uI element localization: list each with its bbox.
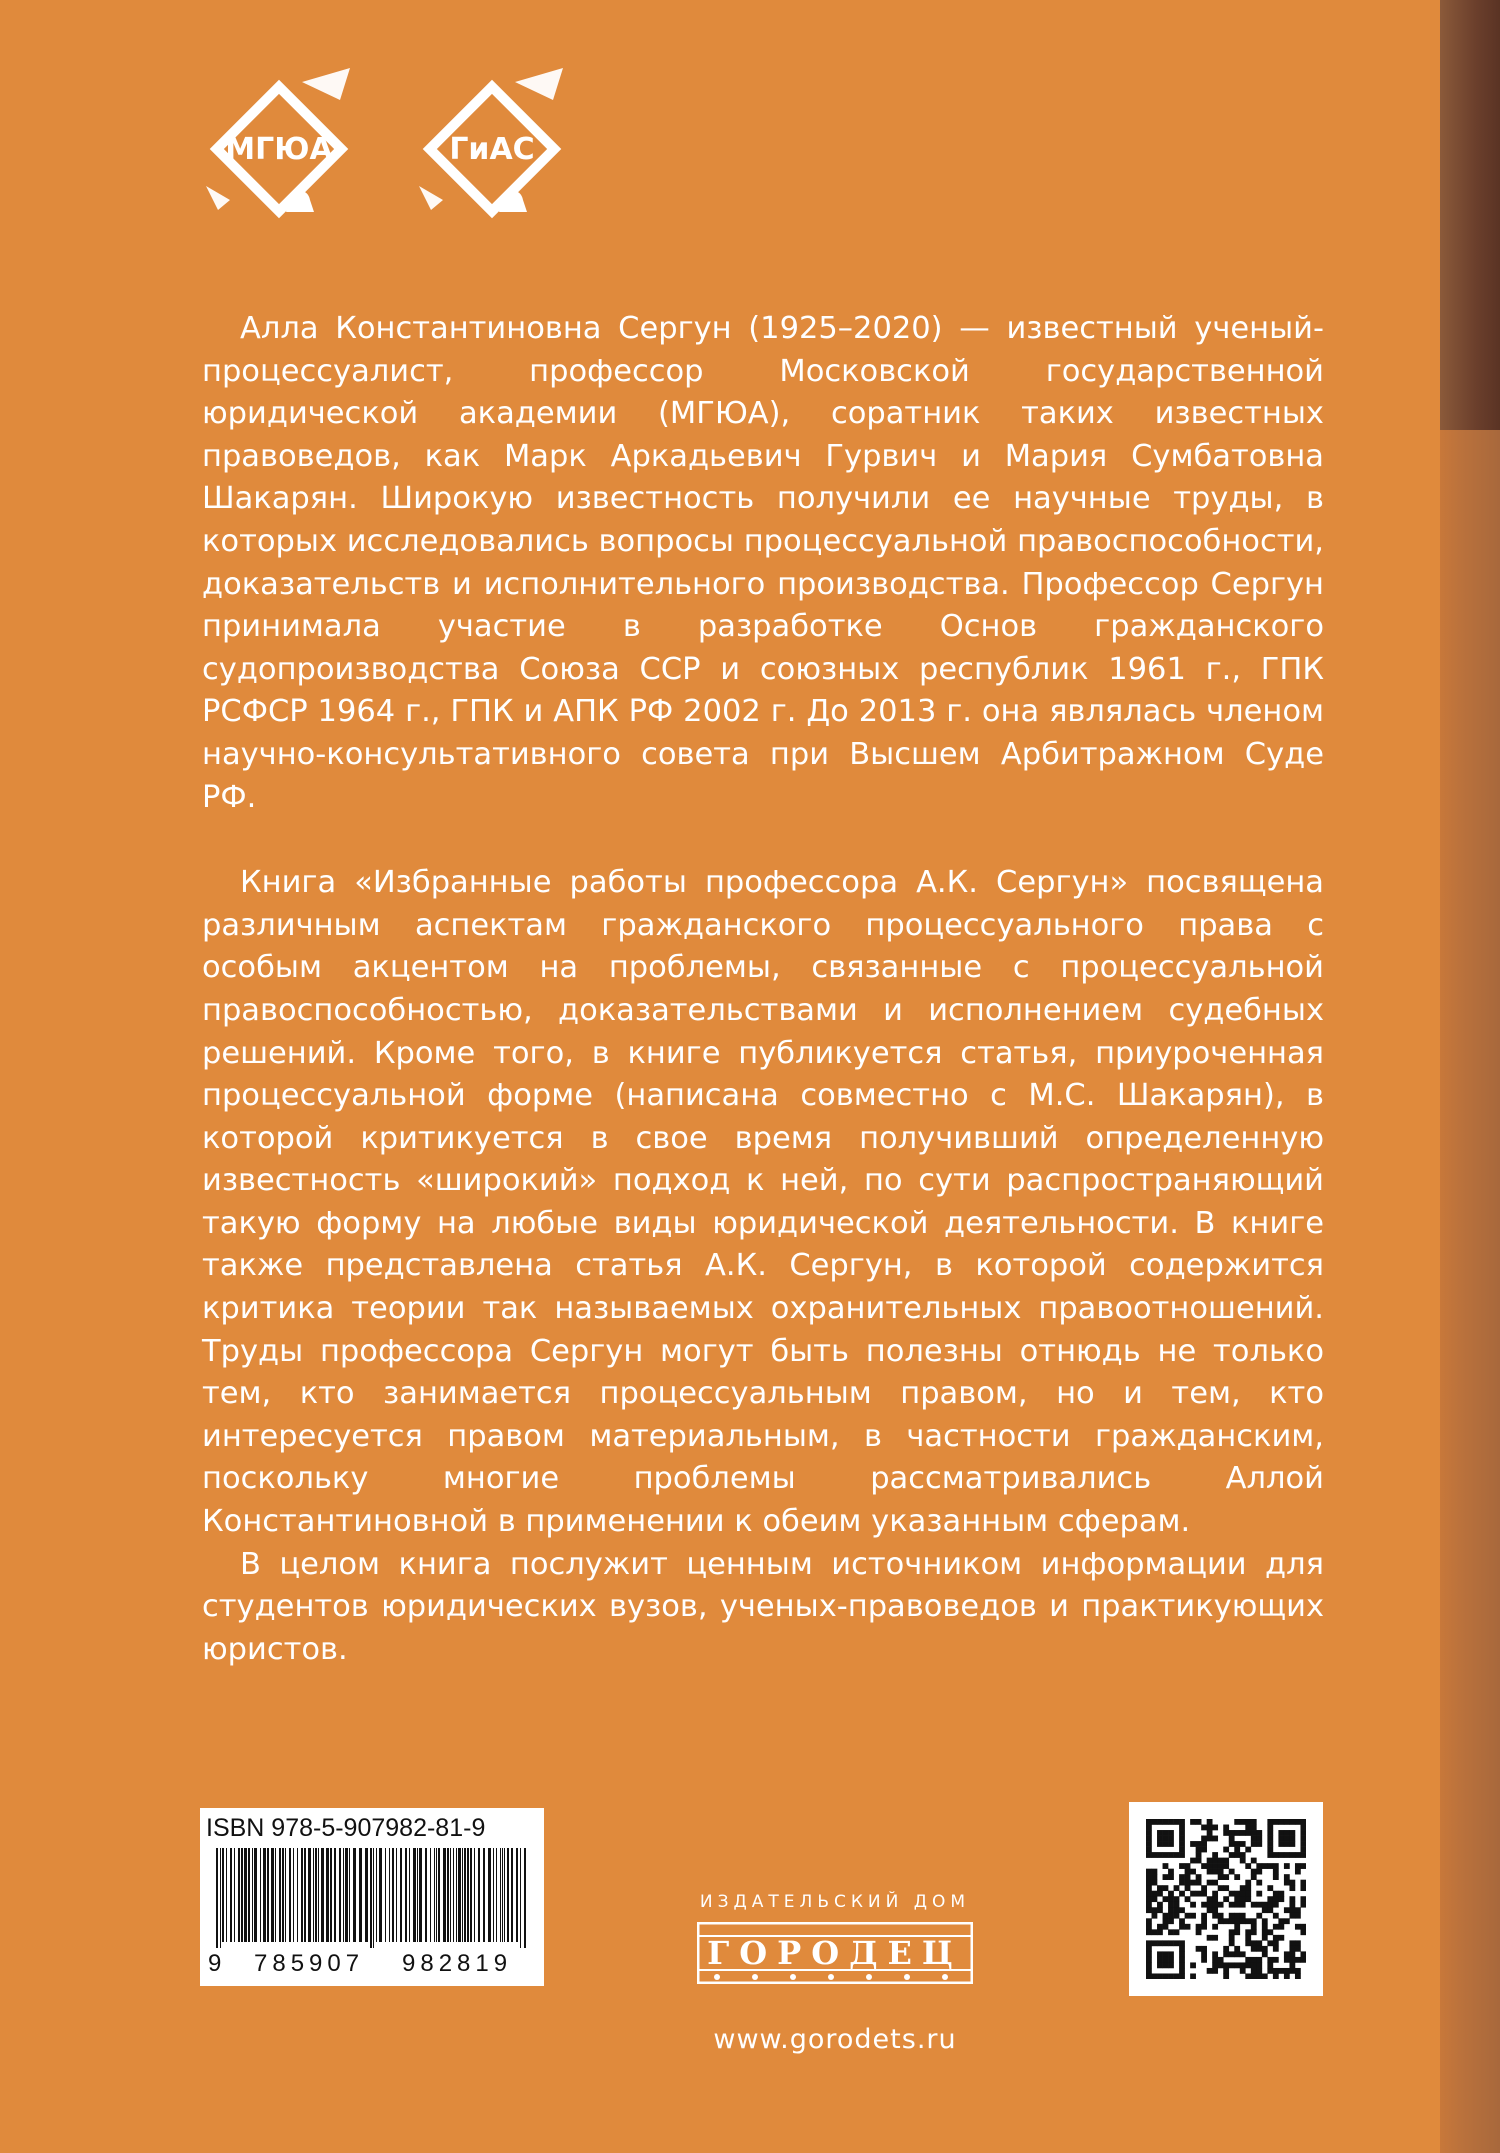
isbn-barcode-block (200, 1808, 544, 1986)
publisher-name: ГОРОДЕЦ (707, 1934, 963, 1972)
book-spine-dark-band (1440, 0, 1500, 430)
logo-gias-label: ГиАС (449, 131, 535, 167)
logo-gias (403, 60, 581, 238)
logos-row (190, 60, 581, 238)
paragraph-book-description: Книга «Избранные работы профессора А.К. Сергун» посвящена различным аспектам гражданского процессуального права с особым акцентом на проблемы, связанные с процессуальной правоспособностью, доказательствами и исполнением судебных решений. Кроме того, в книге публикуется статья, приуроченная процессуальной форме (написана совместно с М.С. Шакарян), в которой критикуется в свое время получивший определенную известность «широкий» подход к ней, по сути распространяющий такую форму на любые виды юридической деятельности. В книге также представлена статья А.К. Сергун, в которой содержится критика теории так называемых охранительных правоотношений. Труды профессора Сергун могут быть полезны отнюдь не только тем, кто занимается процессуальным правом, но и тем, кто интересуется правом материальным, в частности гражданским, поскольку многие проблемы рассматривались Аллой Константиновной в применении к обеим указанным сферам. (202, 865, 1324, 1540)
paragraph-author-bio: Алла Константиновна Сергун (1925–2020) — известный ученый-процессуалист, профессор Московской государственной юридической академии (МГЮА), соратник таких известных правоведов, как Марк Аркадьевич Гурвич и Мария Сумбатовна Шакарян. Широкую известность получили ее научные труды, в которых исследовались вопросы процессуальной правоспособности, доказательств и исполнительного производства. Профессор Сергун принимала участие в разработке Основ гражданского судопроизводства Союза ССР и союзных республик 1961 г., ГПК РСФСР 1964 г., ГПК и АПК РФ 2002 г. До 2013 г. она являлась членом научно-консультативного совета при Высшем Арбитражном Суде РФ. (202, 311, 1324, 815)
logo-mgua-label: МГЮА (225, 131, 333, 167)
qr-code-icon (1146, 1819, 1306, 1979)
publisher-url[interactable]: www.gorodets.ru (713, 2024, 957, 2055)
publisher-tagline: ИЗДАТЕЛЬСКИЙ ДОМ (699, 1892, 971, 1912)
isbn-label: ISBN 978-5-907982-81-9 (206, 1814, 486, 1842)
barcode-digit-group2: 982819 (402, 1950, 513, 1977)
annotation-text (202, 308, 1324, 1671)
barcode-icon (216, 1848, 528, 1948)
qr-code-block (1129, 1802, 1323, 1996)
publisher-logo (697, 1922, 973, 1984)
paragraph-audience: В целом книга послужит ценным источником информации для студентов юридических вузов, ученых-правоведов и практикующих юристов. (202, 1546, 1324, 1667)
barcode-digit-first: 9 (208, 1950, 222, 1977)
barcode-digit-group1: 785907 (254, 1950, 365, 1977)
logo-mgua (190, 60, 368, 238)
publisher-block (690, 1892, 980, 2055)
